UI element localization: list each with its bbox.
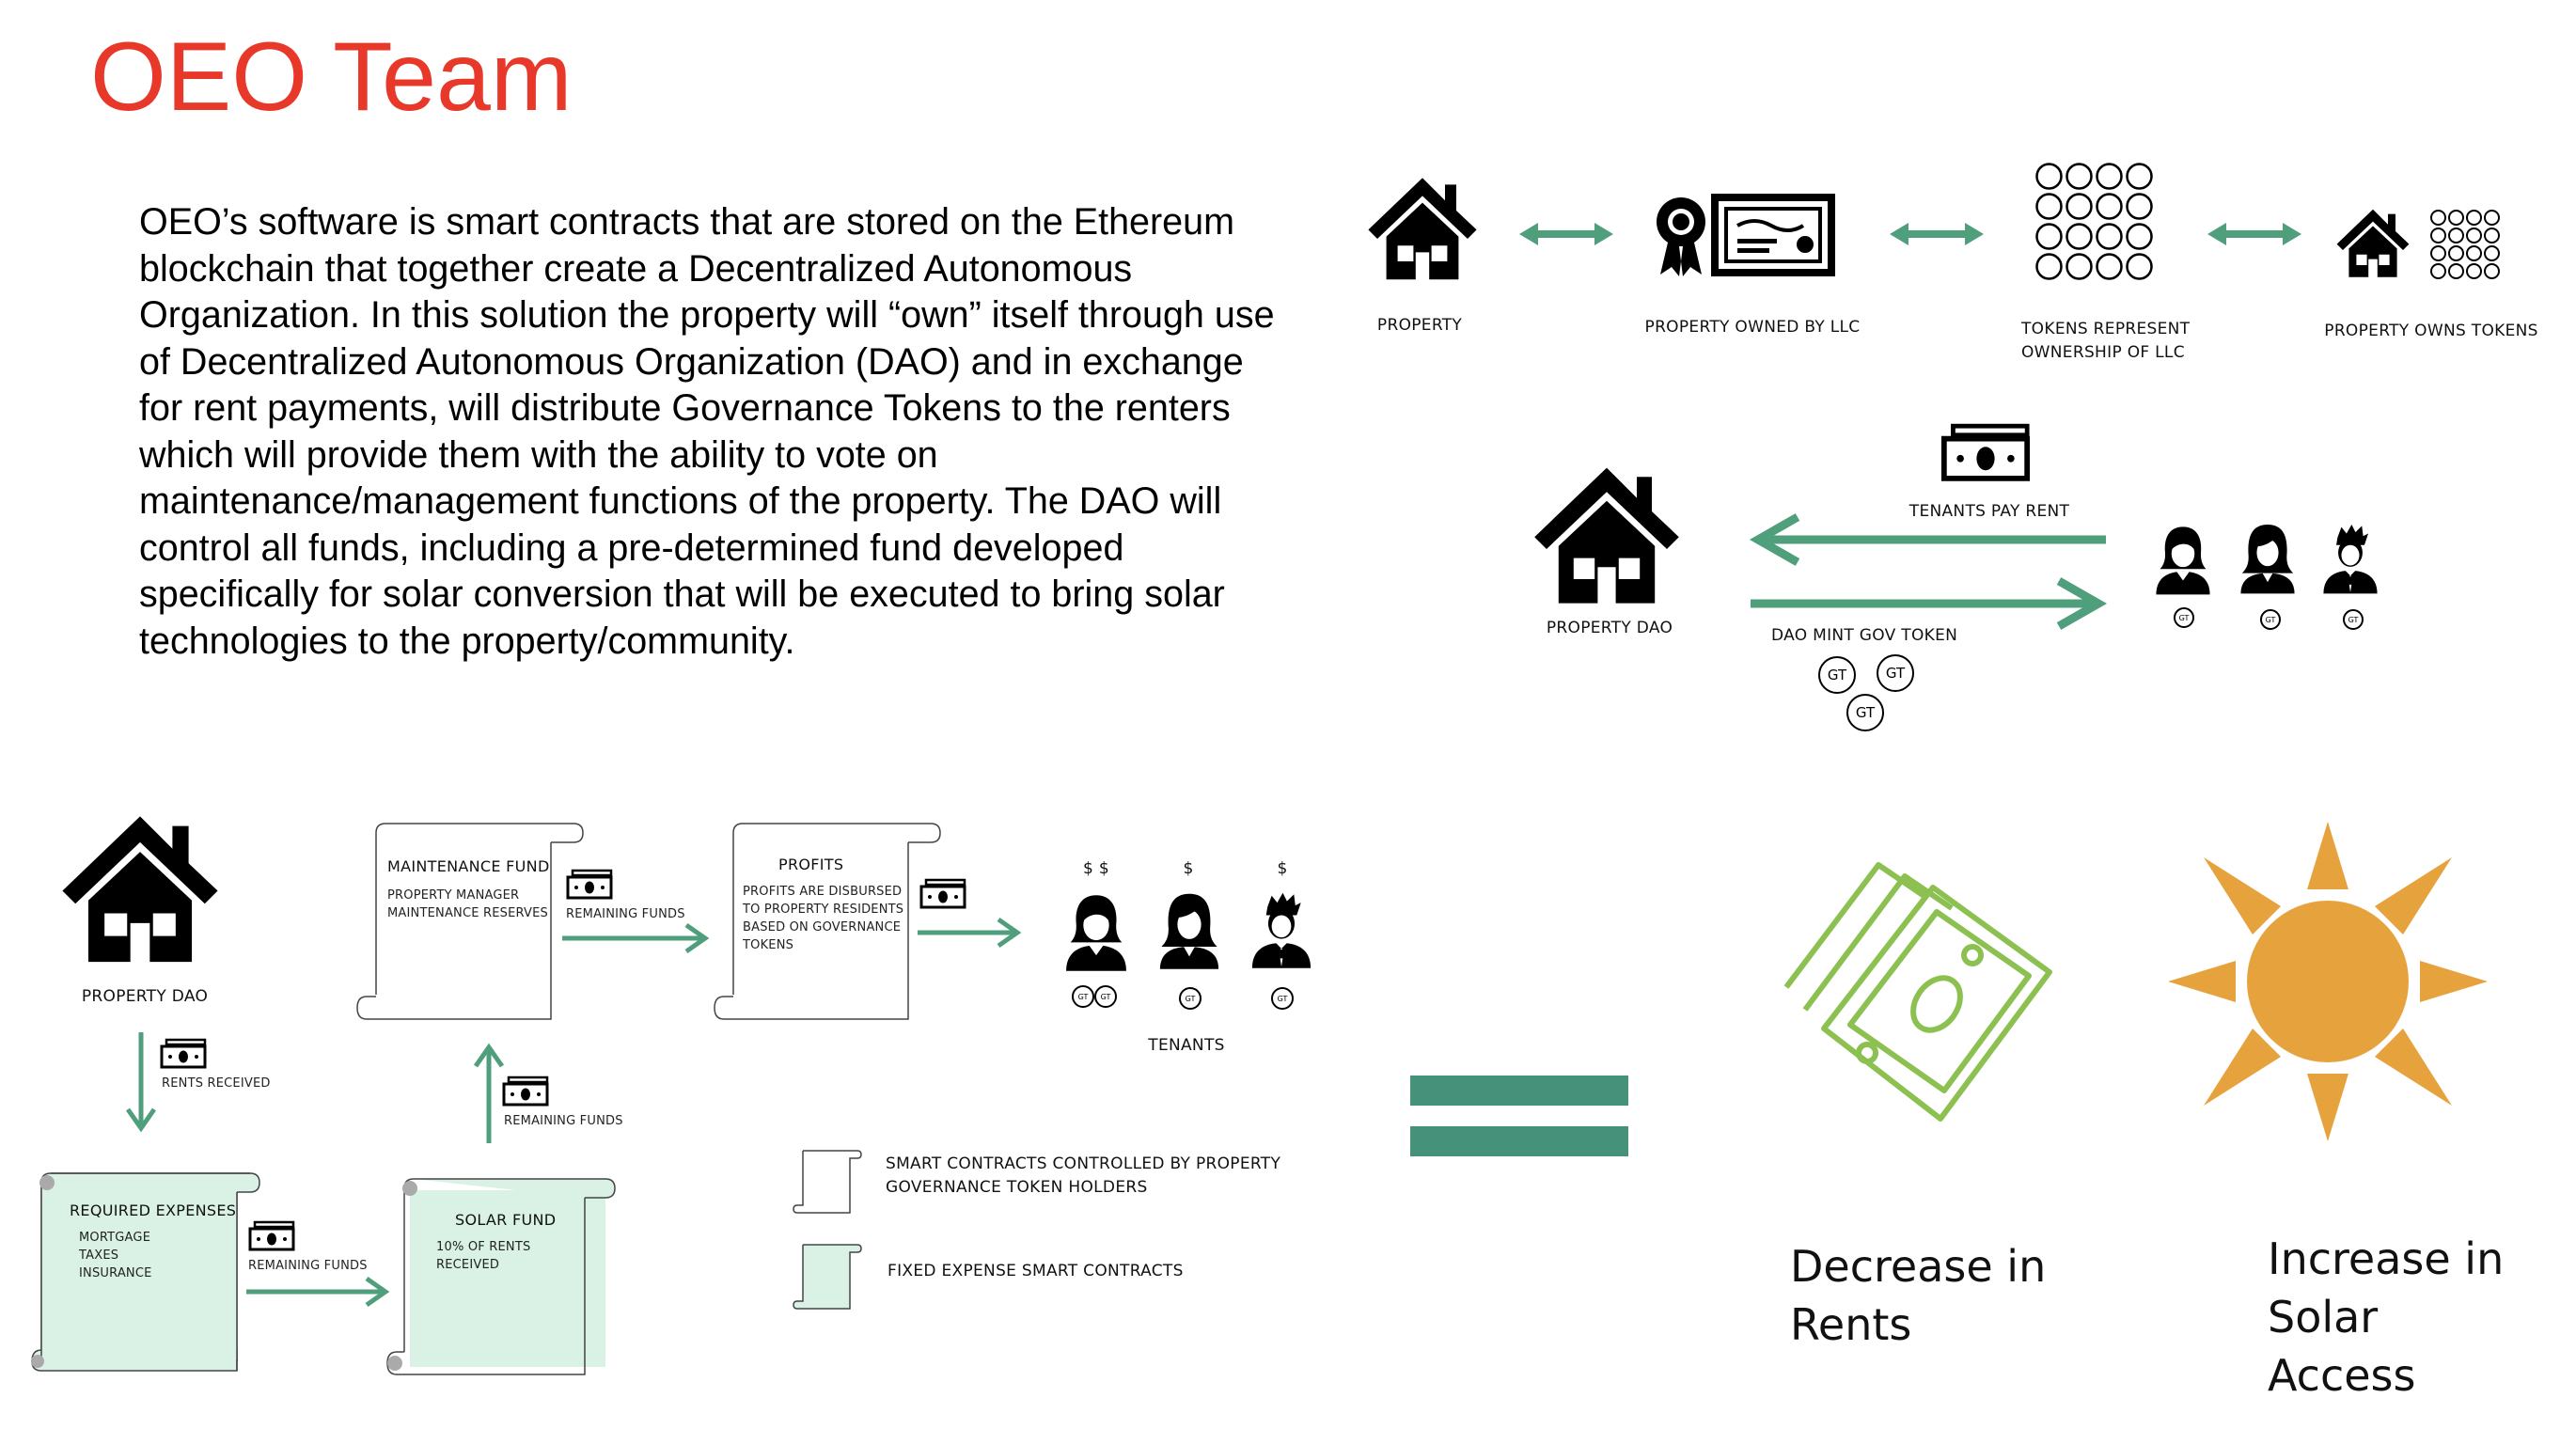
expense-line: TAXES — [79, 1248, 119, 1263]
money-icon — [248, 1220, 295, 1252]
right-arrow — [246, 1275, 393, 1309]
tokens-label-line1: TOKENS REPRESENT — [2021, 320, 2191, 338]
required-expenses-lines — [79, 1230, 152, 1283]
token-circle — [2097, 255, 2122, 279]
decrease-rents-text — [1790, 1237, 2046, 1354]
gt-token: GT — [2174, 607, 2194, 628]
right-arrow — [918, 916, 1025, 950]
tenant-money: $ — [1277, 859, 1288, 878]
outcome-line: Solar — [2268, 1292, 2379, 1343]
gt-token: GT — [2343, 609, 2364, 630]
gt-token: GT — [1846, 694, 1884, 731]
tenants-pay-rent-label: TENANTS PAY RENT — [1908, 502, 2070, 521]
gt-token: GT — [1271, 987, 1294, 1010]
solar-line: 10% OF RENTS — [436, 1240, 531, 1254]
gt-token: GT — [2260, 609, 2281, 630]
token-circle — [2037, 255, 2062, 279]
owned-by-llc-label: PROPERTY OWNED BY LLC — [1644, 318, 1861, 337]
token-circle — [2037, 165, 2062, 189]
token-circle — [2037, 195, 2062, 219]
token-circle — [2037, 225, 2062, 249]
token-circle — [2449, 228, 2463, 243]
outcome-line: Increase in — [2268, 1233, 2505, 1284]
tokens-label-line2: OWNERSHIP OF LLC — [2021, 342, 2185, 362]
tenants-label: TENANTS — [1148, 1036, 1225, 1055]
expense-line: MORTGAGE — [79, 1231, 151, 1245]
sun-icon — [2168, 822, 2488, 1141]
money-bills-icon — [1767, 859, 2066, 1143]
legend-fixed-scroll — [790, 1241, 861, 1311]
token-circle — [2485, 211, 2499, 225]
token-circle — [2467, 246, 2481, 260]
solar-fund-lines — [436, 1239, 530, 1275]
legend-smart-contract-scroll — [790, 1147, 861, 1215]
remaining-funds-label: REMAINING FUNDS — [504, 1114, 623, 1128]
token-circle — [2485, 264, 2499, 278]
property-dao-house-icon — [1521, 459, 1692, 609]
profits-line: TOKENS — [743, 937, 794, 952]
double-arrow-icon — [1519, 220, 1613, 248]
maintenance-line: MAINTENANCE RESERVES — [387, 905, 548, 920]
profits-line: BASED ON GOVERNANCE — [743, 919, 902, 934]
small-tokens-grid-icon — [2429, 209, 2501, 282]
gt-token: GT — [1094, 985, 1117, 1008]
token-circle — [2467, 211, 2481, 225]
token-circle — [2128, 165, 2152, 189]
tenant-icon — [2151, 523, 2215, 596]
right-arrow — [562, 921, 713, 955]
token-circle — [2467, 228, 2481, 243]
fund-property-dao-label: PROPERTY DAO — [81, 987, 209, 1006]
token-circle — [2449, 246, 2463, 260]
required-expenses-title: REQUIRED EXPENSES — [70, 1201, 237, 1219]
token-circle — [2449, 211, 2463, 225]
token-circle — [2067, 195, 2092, 219]
page-title: OEO Team — [90, 23, 573, 132]
maintenance-fund-lines — [387, 887, 548, 923]
token-circle — [2485, 228, 2499, 243]
double-arrow-icon — [1890, 220, 1984, 248]
property-house-icon — [1363, 171, 1482, 284]
tenant-icon — [2318, 521, 2382, 596]
double-arrow-icon — [2207, 220, 2301, 248]
profits-line: TO PROPERTY RESIDENTS — [743, 902, 904, 917]
money-icon — [160, 1038, 207, 1070]
token-arrow-right — [1751, 575, 2108, 632]
tenant-icon — [1060, 891, 1132, 972]
token-circle — [2128, 195, 2152, 219]
token-circle — [2431, 246, 2445, 260]
token-circle — [2431, 211, 2445, 225]
outcome-line: Access — [2268, 1350, 2416, 1401]
down-arrow — [124, 1032, 158, 1134]
property-owns-tokens-label: PROPERTY OWNS TOKENS — [2324, 322, 2538, 340]
token-circle — [2097, 165, 2122, 189]
llc-certificate-icon — [1651, 188, 1837, 282]
tenant-money: $ — [1183, 859, 1194, 878]
gt-token: GT — [1877, 654, 1914, 692]
money-icon — [919, 878, 966, 910]
token-circle — [2431, 264, 2445, 278]
expense-line: INSURANCE — [79, 1265, 152, 1280]
remaining-funds-label: REMAINING FUNDS — [248, 1259, 368, 1273]
tenant-money: $ $ — [1083, 859, 1109, 878]
solar-fund-title: SOLAR FUND — [455, 1211, 557, 1229]
property-dao-label: PROPERTY DAO — [1546, 619, 1673, 637]
token-circle — [2449, 264, 2463, 278]
token-circle — [2067, 255, 2092, 279]
remaining-funds-label: REMAINING FUNDS — [566, 907, 685, 921]
gt-token: GT — [1818, 656, 1856, 694]
tenant-icon — [1154, 889, 1224, 972]
token-circle — [2097, 195, 2122, 219]
increase-solar-text — [2268, 1230, 2504, 1405]
property-dao-house-icon — [47, 807, 233, 968]
profits-line: PROFITS ARE DISBURSED — [743, 885, 903, 899]
description-paragraph: OEO’s software is smart contracts that are stored on the Ethereum blockchain that together create a Decentralized Autonomous Organization. In this solution the property will “own” itself through use of Decentralized Autonomous Organization (DAO) and in exchange for rent payments, will distribute Governance Tokens to the renters which will provide them with the ability to vote on maintenance/management functions of the property. The DAO will control all funds, including a pre-determined fund developed specifically for solar conversion that will be executed to bring solar technologies to the property/community. — [139, 201, 1275, 662]
dao-mint-label: DAO MINT GOV TOKEN — [1771, 626, 1958, 645]
profits-lines — [743, 884, 903, 954]
token-circle — [2067, 225, 2092, 249]
outcome-line: Decrease in — [1790, 1241, 2047, 1292]
tokens-grid-icon — [2034, 162, 2151, 280]
money-icon — [1940, 423, 2031, 483]
money-icon — [566, 869, 613, 901]
profits-title: PROFITS — [778, 856, 844, 873]
solar-line: RECEIVED — [436, 1257, 500, 1272]
legend-smart-line: SMART CONTRACTS CONTROLLED BY PROPERTY — [886, 1154, 1281, 1173]
up-arrow — [472, 1044, 506, 1145]
legend-smart-label — [886, 1153, 1280, 1199]
token-circle — [2431, 228, 2445, 243]
property-house-icon — [2330, 205, 2416, 280]
property-label: PROPERTY — [1376, 316, 1463, 335]
gt-token: GT — [1072, 985, 1094, 1008]
tokens-label — [2021, 318, 2190, 364]
token-circle — [2467, 264, 2481, 278]
token-circle — [2097, 225, 2122, 249]
gt-token: GT — [1179, 987, 1202, 1010]
rent-arrow-left — [1749, 511, 2106, 568]
token-circle — [2128, 255, 2152, 279]
legend-fixed-label: FIXED EXPENSE SMART CONTRACTS — [887, 1262, 1184, 1280]
maintenance-line: PROPERTY MANAGER — [387, 888, 520, 903]
tenant-icon — [2236, 521, 2300, 596]
rents-received-label: RENTS RECEIVED — [162, 1076, 271, 1091]
tenant-icon — [1247, 887, 1316, 972]
outcome-line: Rents — [1790, 1299, 1912, 1350]
token-circle — [2128, 225, 2152, 249]
token-circle — [2485, 246, 2499, 260]
maintenance-fund-title: MAINTENANCE FUND — [387, 857, 550, 875]
token-circle — [2067, 165, 2092, 189]
legend-smart-line: GOVERNANCE TOKEN HOLDERS — [886, 1177, 1148, 1197]
equals-sign — [1410, 1076, 1628, 1158]
money-icon — [502, 1076, 549, 1107]
